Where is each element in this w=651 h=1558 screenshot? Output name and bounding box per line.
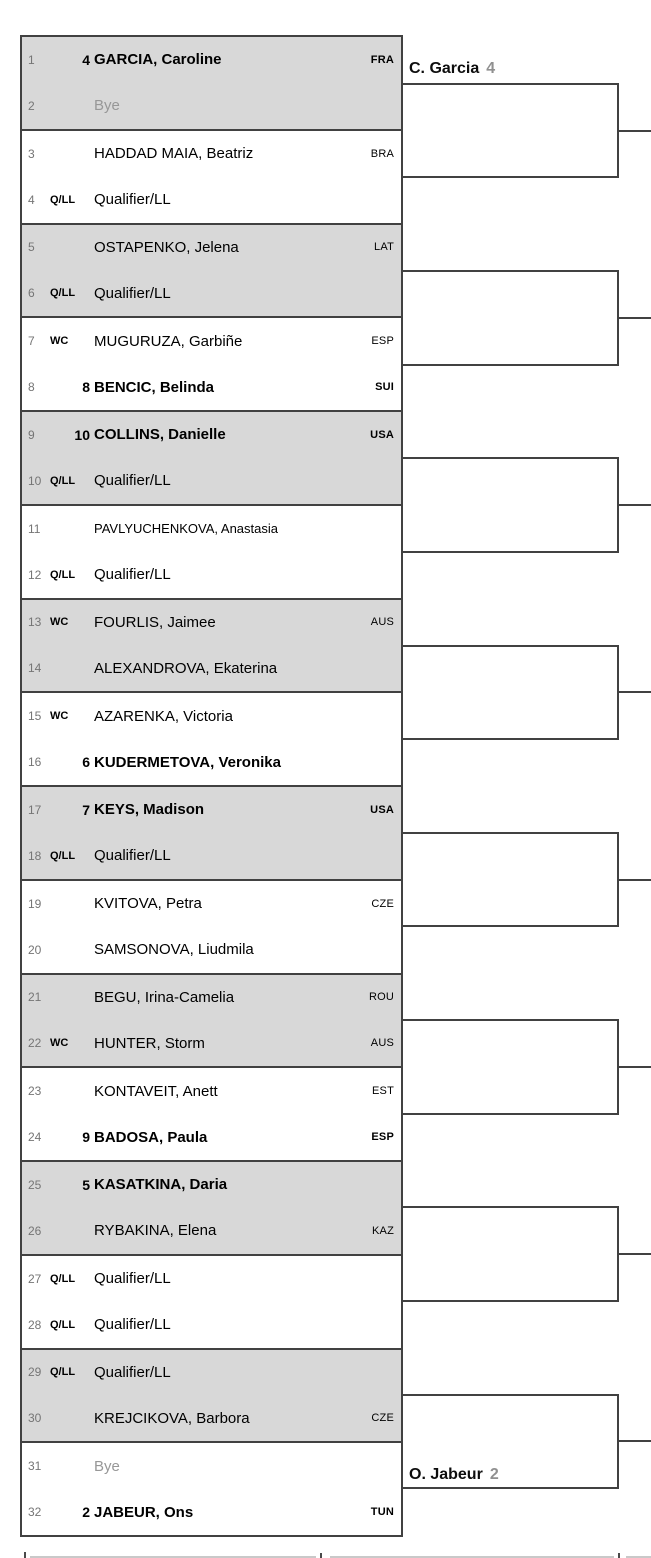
position-number: 31 — [28, 1459, 42, 1474]
position-number: 3 — [28, 146, 35, 161]
player-name: Bye — [94, 97, 120, 115]
position-number: 9 — [28, 427, 35, 442]
player-name: JABEUR, Ons — [94, 1503, 194, 1521]
player-name: AZARENKA, Victoria — [94, 707, 233, 725]
country-code: ROU — [368, 991, 394, 1004]
player-name: BENCIC, Belinda — [94, 378, 215, 396]
draw-row — [22, 1256, 401, 1302]
quarterfinal-line — [617, 317, 651, 319]
round2-line — [403, 1300, 619, 1302]
round2-line — [403, 645, 619, 647]
player-name: KVITOVA, Petra — [94, 895, 202, 913]
position-number: 22 — [28, 1036, 42, 1051]
position-number: 15 — [28, 709, 42, 724]
country-code: KAZ — [372, 1224, 394, 1237]
country-code: SUI — [375, 381, 394, 394]
match-block — [22, 37, 401, 129]
advancer-name: C. Garcia — [409, 60, 480, 77]
position-number: 2 — [28, 98, 35, 113]
entry-type: Q/LL — [50, 1272, 76, 1285]
player-name: BEGU, Irina-Camelia — [94, 988, 235, 1006]
round2-line — [403, 364, 619, 366]
draw-row — [22, 645, 401, 691]
entry-type: Q/LL — [50, 474, 76, 487]
player-name: KREJCIKOVA, Barbora — [94, 1409, 250, 1427]
country-code: ESP — [371, 1131, 394, 1144]
match-block — [22, 410, 401, 504]
player-name: GARCIA, Caroline — [94, 51, 222, 69]
entry-seed-cell — [48, 194, 90, 206]
match-block — [22, 879, 401, 973]
entry-type: WC — [50, 335, 69, 348]
position-number: 10 — [28, 473, 42, 488]
player-name: Qualifier/LL — [94, 284, 171, 302]
entry-seed-cell — [48, 1504, 90, 1520]
position-number: 17 — [28, 802, 42, 817]
match-block — [22, 504, 401, 598]
player-name: OSTAPENKO, Jelena — [94, 238, 239, 256]
position-number: 23 — [28, 1084, 42, 1099]
entry-seed-cell — [48, 335, 90, 347]
entry-type: Q/LL — [50, 1366, 76, 1379]
draw-row — [22, 1020, 401, 1066]
player-name: SAMSONOVA, Liudmila — [94, 941, 254, 959]
player-name: KASATKINA, Daria — [94, 1176, 228, 1194]
entry-seed-cell — [48, 1319, 90, 1331]
round2-line — [403, 1113, 619, 1115]
entry-seed-cell — [48, 1129, 90, 1145]
match-block — [22, 1441, 401, 1535]
player-name: BADOSA, Paula — [94, 1128, 208, 1146]
position-number: 32 — [28, 1505, 42, 1520]
match-block — [22, 223, 401, 317]
quarterfinal-line — [617, 879, 651, 881]
draw-row — [22, 693, 401, 739]
country-code: CZE — [371, 1412, 394, 1425]
position-number: 30 — [28, 1411, 42, 1426]
entry-seed-cell — [48, 475, 90, 487]
seed-number: 9 — [82, 1129, 90, 1146]
draw-row — [22, 833, 401, 879]
seed-number: 8 — [82, 379, 90, 396]
player-name: KUDERMETOVA, Veronika — [94, 753, 281, 771]
entry-type: WC — [50, 1037, 69, 1050]
player-name: Qualifier/LL — [94, 1363, 171, 1381]
round2-line — [403, 925, 619, 927]
advancer-label-top — [409, 58, 495, 80]
draw-row — [22, 506, 401, 552]
position-number: 28 — [28, 1317, 42, 1332]
advancer-seed: 2 — [489, 1466, 499, 1483]
entry-type: Q/LL — [50, 287, 76, 300]
quarterfinal-line — [617, 1440, 651, 1442]
match-block — [22, 1254, 401, 1348]
draw-row — [22, 37, 401, 83]
draw-row — [22, 1489, 401, 1535]
round2-line — [403, 1206, 619, 1208]
player-name: PAVLYUCHENKOVA, Anastasia — [94, 521, 278, 537]
entry-seed-cell — [48, 1273, 90, 1285]
player-name: Qualifier/LL — [94, 1316, 171, 1334]
draw-row — [22, 787, 401, 833]
entry-seed-cell — [48, 1037, 90, 1049]
player-name: KEYS, Madison — [94, 801, 205, 819]
draw-row — [22, 1068, 401, 1114]
position-number: 5 — [28, 240, 35, 255]
advancer-seed: 4 — [486, 60, 496, 77]
draw-table — [20, 35, 403, 1537]
player-name: Qualifier/LL — [94, 191, 171, 209]
entry-seed-cell — [48, 1366, 90, 1378]
round2-line — [403, 176, 619, 178]
match-block — [22, 316, 401, 410]
country-code: EST — [372, 1085, 394, 1098]
advancer-name: O. Jabeur — [409, 1466, 483, 1483]
draw-row — [22, 83, 401, 129]
entry-type: Q/LL — [50, 568, 76, 581]
position-number: 26 — [28, 1223, 42, 1238]
round2-line — [403, 738, 619, 740]
draw-row — [22, 270, 401, 316]
entry-seed-cell — [48, 850, 90, 862]
seed-number: 5 — [82, 1176, 90, 1193]
round2-line — [403, 1394, 619, 1396]
draw-row — [22, 1350, 401, 1396]
entry-type: WC — [50, 616, 69, 629]
position-number: 11 — [28, 521, 41, 536]
entry-seed-cell — [48, 710, 90, 722]
entry-type: Q/LL — [50, 849, 76, 862]
entry-seed-cell — [48, 379, 90, 395]
country-code: ESP — [371, 335, 394, 348]
quarterfinal-line — [617, 1253, 651, 1255]
entry-seed-cell — [48, 569, 90, 581]
entry-type: Q/LL — [50, 193, 76, 206]
round2-line — [403, 270, 619, 272]
player-name: Bye — [94, 1457, 120, 1475]
position-number: 25 — [28, 1177, 42, 1192]
seed-number: 7 — [82, 801, 90, 818]
player-name: Qualifier/LL — [94, 472, 171, 490]
player-name: Qualifier/LL — [94, 1270, 171, 1288]
round2-line — [403, 1487, 619, 1489]
match-block — [22, 785, 401, 879]
position-number: 27 — [28, 1271, 42, 1286]
entry-type: WC — [50, 710, 69, 723]
draw-row — [22, 364, 401, 410]
country-code: USA — [370, 803, 394, 816]
entry-seed-cell — [48, 802, 90, 818]
match-block — [22, 598, 401, 692]
entry-seed-cell — [48, 754, 90, 770]
round2-line — [403, 83, 619, 85]
draw-row — [22, 1302, 401, 1348]
draw-row — [22, 1208, 401, 1254]
player-name: RYBAKINA, Elena — [94, 1222, 217, 1240]
round2-line — [403, 1019, 619, 1021]
position-number: 14 — [28, 661, 42, 676]
position-number: 13 — [28, 615, 42, 630]
position-number: 4 — [28, 192, 35, 207]
country-code: TUN — [370, 1506, 394, 1519]
position-number: 1 — [28, 52, 35, 67]
draw-row — [22, 412, 401, 458]
player-name: HUNTER, Storm — [94, 1034, 205, 1052]
seed-number: 6 — [82, 754, 90, 771]
position-number: 8 — [28, 380, 35, 395]
entry-seed-cell — [48, 616, 90, 628]
draw-row — [22, 600, 401, 646]
position-number: 24 — [28, 1130, 42, 1145]
draw-row — [22, 131, 401, 177]
country-code: AUS — [370, 616, 394, 629]
draw-row — [22, 927, 401, 973]
draw-row — [22, 975, 401, 1021]
player-name: FOURLIS, Jaimee — [94, 613, 216, 631]
match-block — [22, 691, 401, 785]
draw-row — [22, 1395, 401, 1441]
draw-row — [22, 1114, 401, 1160]
country-code: LAT — [374, 241, 394, 254]
position-number: 20 — [28, 942, 42, 957]
player-name: MUGURUZA, Garbiñe — [94, 332, 243, 350]
seed-number: 10 — [74, 426, 90, 443]
round2-line — [403, 551, 619, 553]
player-name: COLLINS, Danielle — [94, 426, 226, 444]
match-block — [22, 973, 401, 1067]
match-block — [22, 129, 401, 223]
draw-row — [22, 1443, 401, 1489]
quarterfinal-line — [617, 691, 651, 693]
position-number: 29 — [28, 1365, 42, 1380]
match-block — [22, 1348, 401, 1442]
draw-row — [22, 881, 401, 927]
entry-type: Q/LL — [50, 1318, 76, 1331]
country-code: CZE — [371, 897, 394, 910]
player-name: ALEXANDROVA, Ekaterina — [94, 659, 278, 677]
draw-row — [22, 177, 401, 223]
quarterfinal-line — [617, 130, 651, 132]
country-code: BRA — [370, 147, 394, 160]
draw-row — [22, 552, 401, 598]
entry-seed-cell — [48, 287, 90, 299]
round2-line — [403, 832, 619, 834]
position-number: 18 — [28, 848, 42, 863]
position-number: 16 — [28, 755, 42, 770]
draw-row — [22, 225, 401, 271]
draw-row — [22, 739, 401, 785]
player-name: KONTAVEIT, Anett — [94, 1082, 218, 1100]
player-name: Qualifier/LL — [94, 566, 171, 584]
draw-row — [22, 458, 401, 504]
advancer-label-bottom — [409, 1464, 499, 1486]
entry-seed-cell — [48, 1177, 90, 1193]
position-number: 7 — [28, 334, 35, 349]
draw-row — [22, 1162, 401, 1208]
position-number: 6 — [28, 286, 35, 301]
country-code: USA — [370, 428, 394, 441]
entry-seed-cell — [48, 427, 90, 443]
seed-number: 2 — [82, 1504, 90, 1521]
player-name: Qualifier/LL — [94, 847, 171, 865]
position-number: 21 — [28, 990, 42, 1005]
quarterfinal-line — [617, 1066, 651, 1068]
country-code: AUS — [370, 1037, 394, 1050]
quarterfinal-line — [617, 504, 651, 506]
round2-line — [403, 457, 619, 459]
entry-seed-cell — [48, 52, 90, 68]
position-number: 19 — [28, 896, 42, 911]
draw-row — [22, 318, 401, 364]
seed-number: 4 — [82, 51, 90, 68]
country-code: FRA — [370, 53, 394, 66]
position-number: 12 — [28, 567, 42, 582]
match-block — [22, 1160, 401, 1254]
player-name: HADDAD MAIA, Beatriz — [94, 145, 254, 163]
match-block — [22, 1066, 401, 1160]
